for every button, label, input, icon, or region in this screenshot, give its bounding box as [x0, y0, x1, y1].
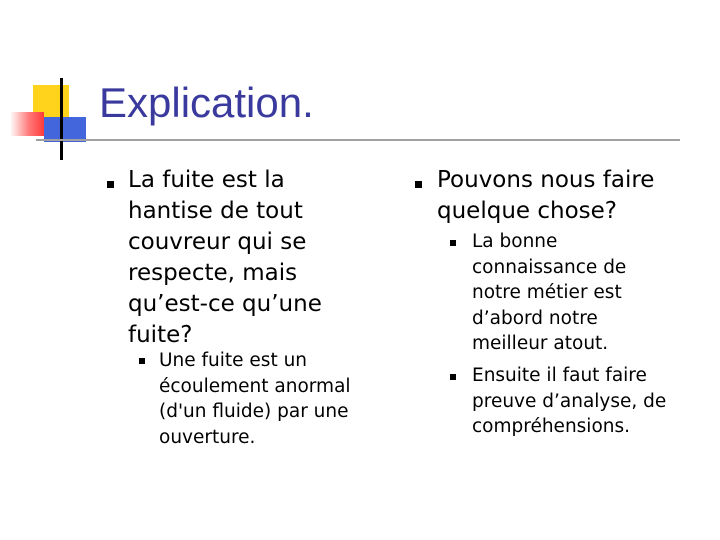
- sub-bullet-marker: [450, 240, 456, 246]
- sub-bullet-marker: [139, 358, 145, 364]
- decor-red-gradient-bar: [10, 112, 44, 136]
- slide-title: Explication.: [99, 79, 314, 126]
- right-sub-bullet-text-2: Ensuite il faut faire preuve d’analyse, de compréhensions.: [472, 365, 667, 437]
- decor-vertical-line: [60, 78, 63, 160]
- left-sub-bullet-text: Une fuite est un écoulement anormal (d'un fluide) par une ouverture.: [159, 350, 351, 448]
- title-underline: [36, 139, 680, 141]
- left-bullet-text: La fuite est la hantise de tout couvreur qui se respecte, mais qu’est-ce qu’une fuite?: [128, 167, 322, 348]
- sub-bullet-marker: [450, 374, 456, 380]
- right-bullet-text: Pouvons nous faire quelque chose?: [437, 167, 655, 224]
- bullet-marker: [107, 181, 114, 188]
- bullet-marker: [415, 181, 422, 188]
- right-sub-bullet-text-1: La bonne connaissance de notre métier est d’abord notre meilleur atout.: [472, 231, 627, 354]
